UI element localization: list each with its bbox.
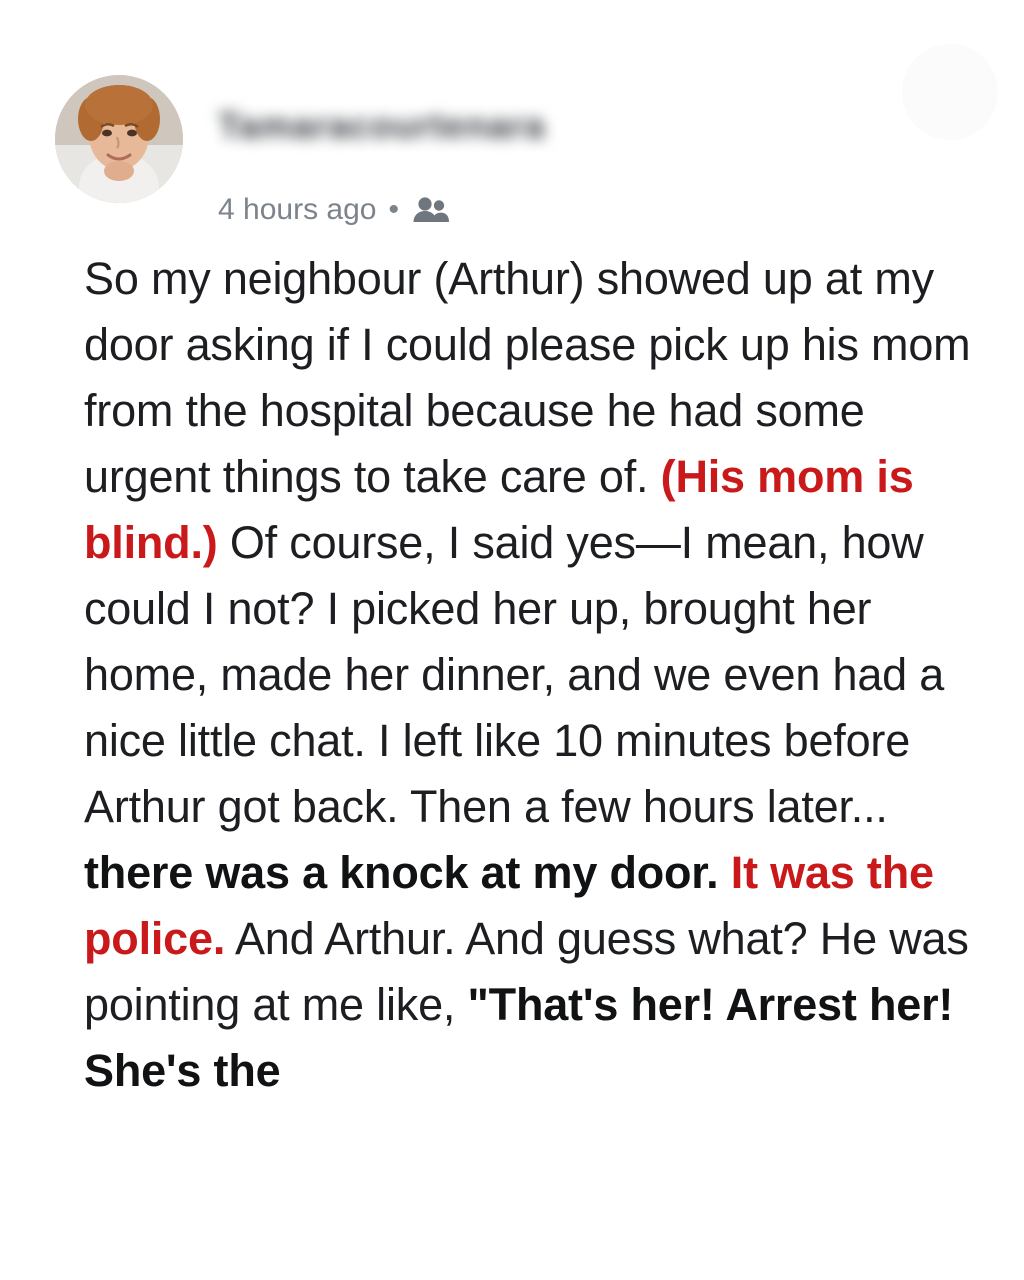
text-segment-3: there was a knock at my door.	[84, 847, 719, 898]
text-segment-4	[718, 847, 730, 898]
post-meta	[218, 192, 449, 228]
post-text	[84, 246, 984, 1104]
post-timestamp[interactable]: 4 hours ago	[218, 193, 377, 226]
text-segment-1: (His mom is blind.)	[84, 451, 914, 568]
text-segment-2: Of course, I said yes—I mean, how could I not? I picked her up, brought her home, made her dinner, and we even had a nice little chat. I left like 10 minutes before Arthur got back. Then a few hours later...	[84, 517, 945, 832]
text-segment-7: "That's her! Arrest her! She's the	[84, 979, 954, 1096]
text-segment-6: And Arthur. And guess what? He was pointing at me like,	[84, 913, 969, 1030]
post-header	[0, 0, 1024, 240]
meta-separator: •	[388, 193, 399, 226]
author-block	[218, 104, 918, 148]
author-name[interactable]: Tamaracourtenara	[218, 105, 546, 146]
text-segment-0: So my neighbour (Arthur) showed up at my door asking if I could please pick up his mom from the hospital because he had some urgent things to take care of.	[84, 253, 971, 502]
friends-icon[interactable]	[411, 194, 449, 226]
avatar[interactable]	[55, 75, 183, 203]
text-segment-5: It was the police.	[84, 847, 934, 964]
